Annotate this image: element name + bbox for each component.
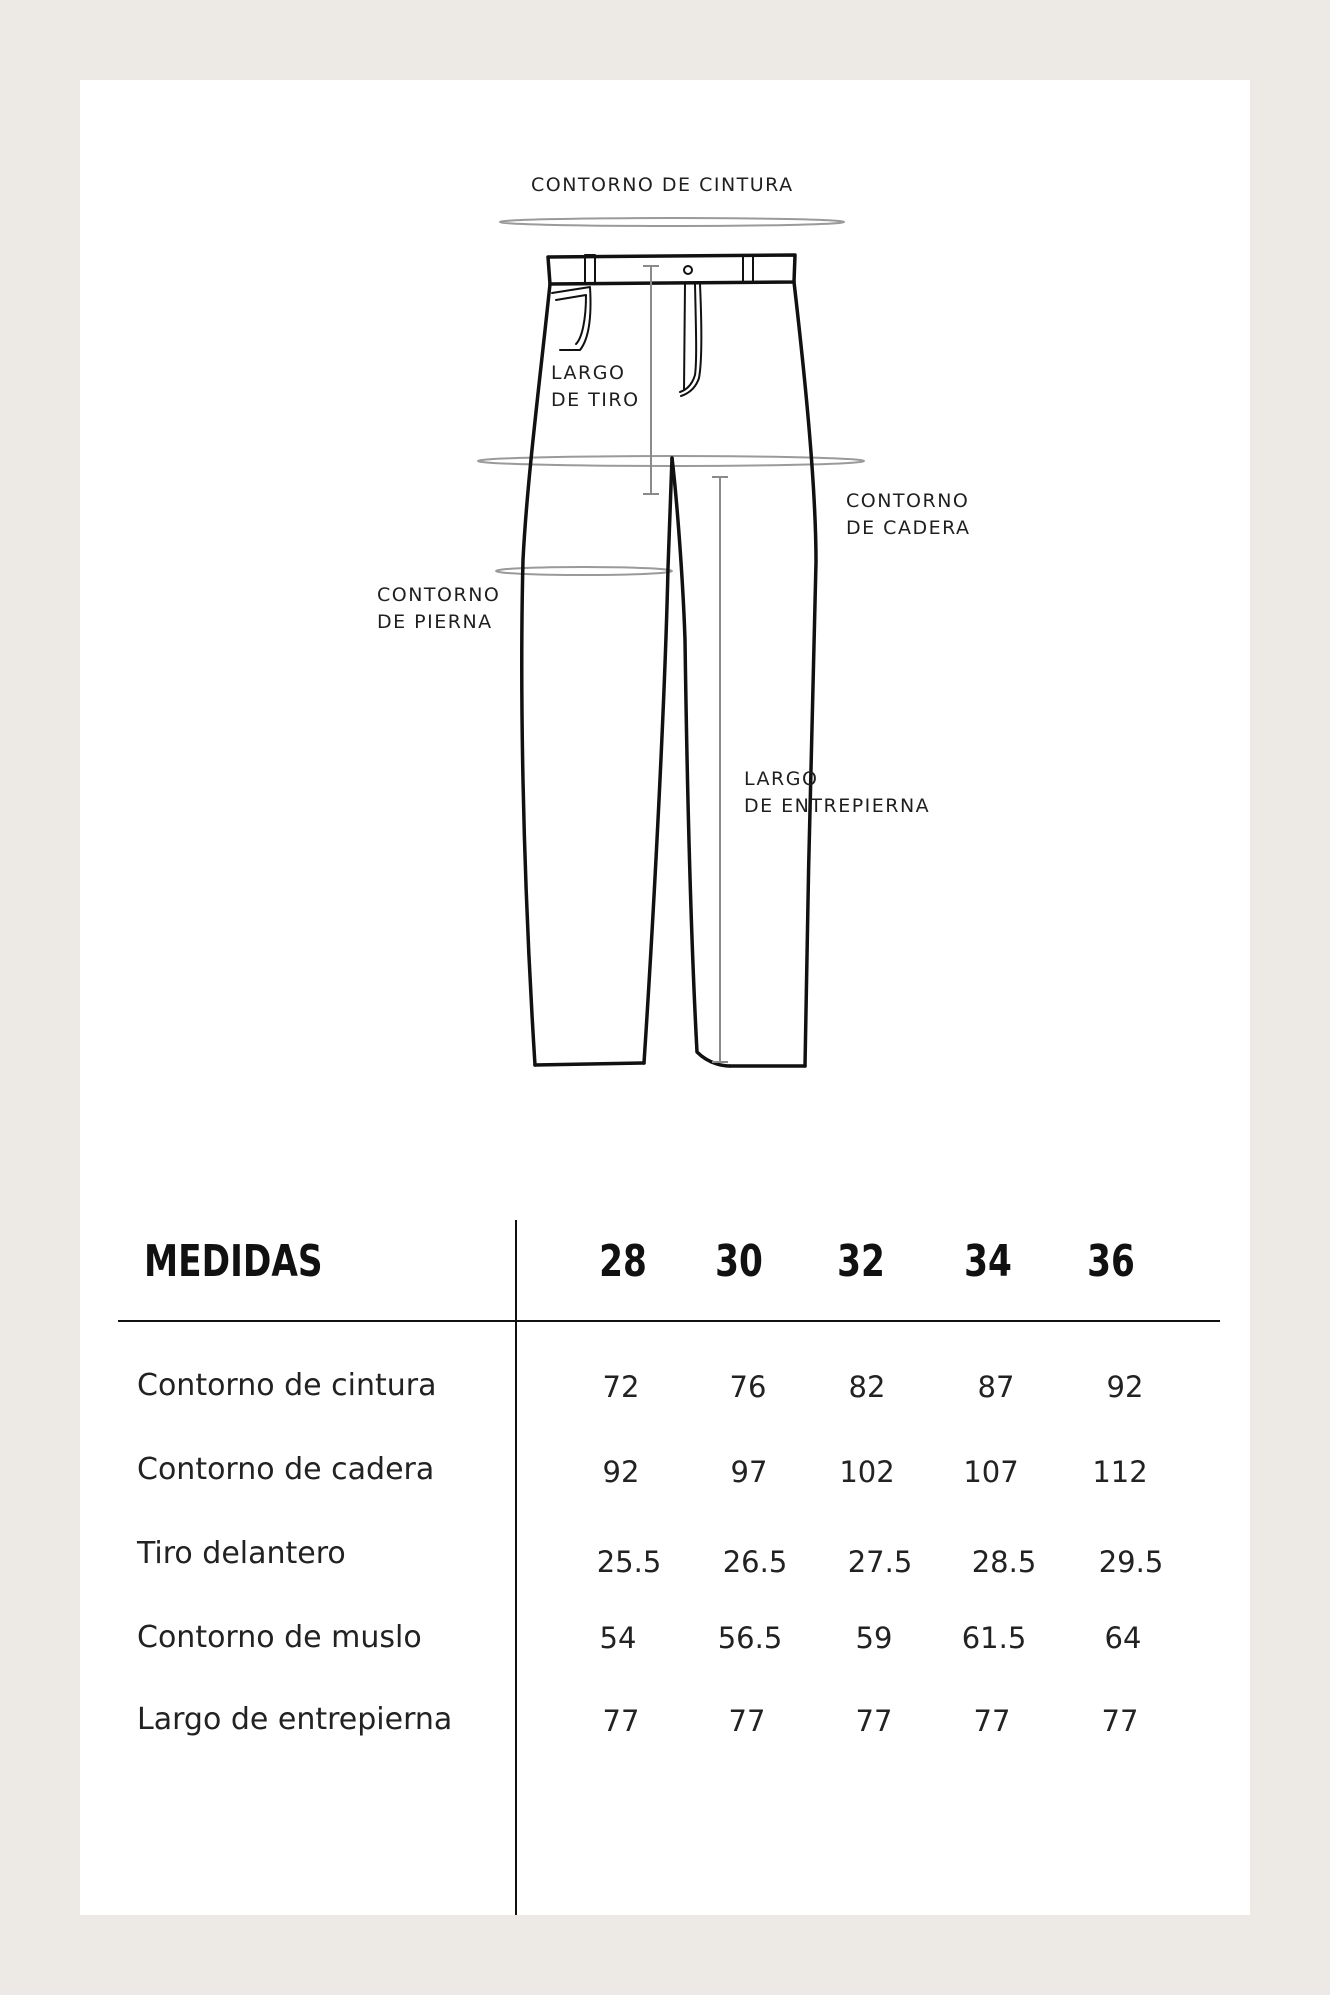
- table-cell: 56.5: [717, 1621, 783, 1655]
- size-chart-card: [80, 80, 1250, 1915]
- label-hip: CONTORNO DE CADERA: [846, 490, 971, 539]
- table-cell: 72: [602, 1370, 640, 1404]
- size-header-28: 28: [599, 1236, 647, 1287]
- row-label-inseam: Largo de entrepierna: [137, 1702, 453, 1737]
- table-cell: 112: [1092, 1455, 1148, 1489]
- rise-measure-line: [643, 266, 659, 494]
- waist-measure-ellipse: [500, 218, 844, 226]
- table-cell: 77: [973, 1704, 1011, 1738]
- table-horizontal-divider: [118, 1320, 1220, 1322]
- table-cell: 107: [963, 1455, 1019, 1489]
- table-cell: 64: [1104, 1621, 1142, 1655]
- row-label-front-rise: Tiro delantero: [137, 1536, 346, 1571]
- table-cell: 26.5: [722, 1545, 788, 1579]
- inseam-measure-line: [712, 477, 728, 1062]
- pants-illustration: [80, 80, 1250, 1220]
- size-header-34: 34: [964, 1236, 1012, 1287]
- table-cell: 77: [602, 1704, 640, 1738]
- table-cell: 54: [599, 1621, 637, 1655]
- table-header-medidas: MEDIDAS: [144, 1236, 323, 1287]
- table-vertical-divider: [515, 1220, 517, 1915]
- size-header-30: 30: [715, 1236, 763, 1287]
- table-cell: 92: [1106, 1370, 1144, 1404]
- size-header-32: 32: [837, 1236, 885, 1287]
- row-label-thigh: Contorno de muslo: [137, 1620, 422, 1655]
- table-cell: 97: [730, 1455, 768, 1489]
- table-cell: 77: [855, 1704, 893, 1738]
- table-cell: 29.5: [1098, 1545, 1164, 1579]
- table-cell: 102: [839, 1455, 895, 1489]
- label-rise: LARGO DE TIRO: [551, 362, 640, 411]
- label-waist: CONTORNO DE CINTURA: [531, 174, 794, 196]
- table-cell: 77: [1101, 1704, 1139, 1738]
- row-label-hip: Contorno de cadera: [137, 1452, 435, 1487]
- table-cell: 59: [855, 1621, 893, 1655]
- table-cell: 76: [729, 1370, 767, 1404]
- label-leg: CONTORNO DE PIERNA: [377, 584, 501, 633]
- row-label-waist: Contorno de cintura: [137, 1368, 437, 1403]
- pants-diagram: [80, 80, 1250, 1220]
- size-header-36: 36: [1087, 1236, 1135, 1287]
- table-cell: 27.5: [847, 1545, 913, 1579]
- table-cell: 28.5: [971, 1545, 1037, 1579]
- table-cell: 82: [848, 1370, 886, 1404]
- table-cell: 92: [602, 1455, 640, 1489]
- table-cell: 87: [977, 1370, 1015, 1404]
- table-cell: 77: [728, 1704, 766, 1738]
- label-inseam: LARGO DE ENTREPIERNA: [744, 768, 931, 817]
- table-cell: 61.5: [961, 1621, 1027, 1655]
- table-cell: 25.5: [596, 1545, 662, 1579]
